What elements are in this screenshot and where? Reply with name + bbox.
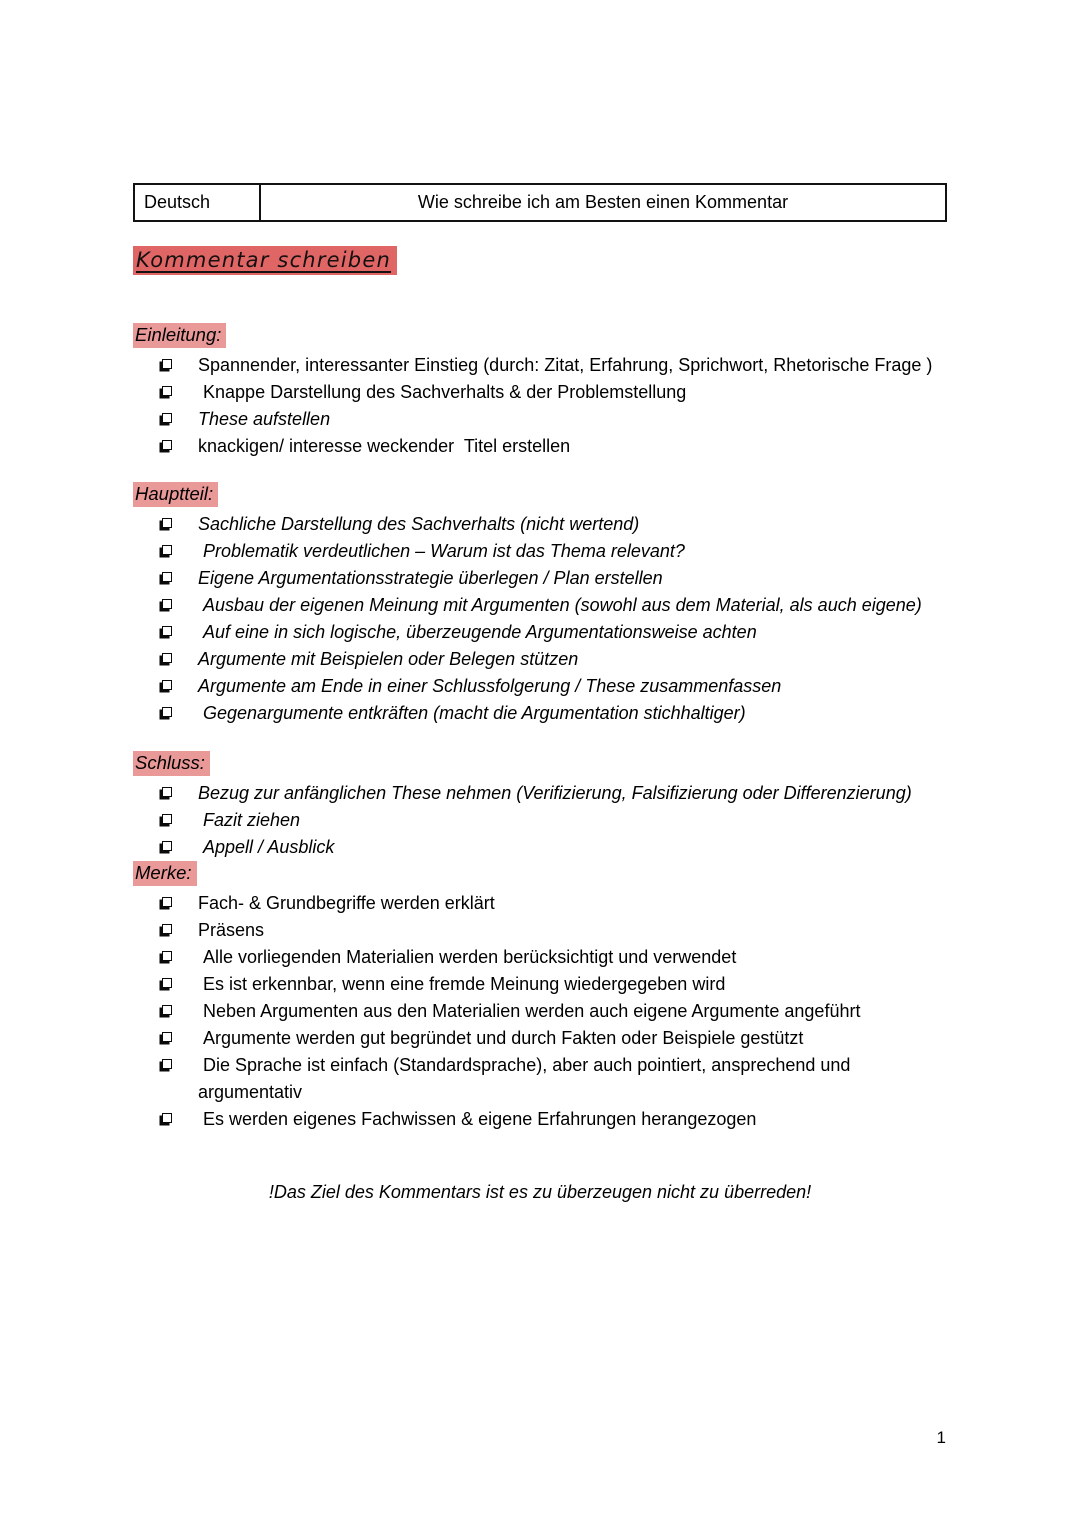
checkbox-icon xyxy=(162,1032,172,1042)
checkbox-icon xyxy=(162,707,172,717)
checklist-item-text: Sachliche Darstellung des Sachverhalts (nicht wertend) xyxy=(198,514,640,534)
checkbox-icon xyxy=(162,680,172,690)
checkbox-icon xyxy=(162,978,172,988)
section-heading-row xyxy=(133,323,947,348)
section-heading-row xyxy=(133,482,947,507)
checklist xyxy=(133,352,947,460)
checkbox-icon xyxy=(162,518,172,528)
checklist xyxy=(133,511,947,727)
checklist-item xyxy=(133,1025,947,1052)
checklist-item-text: Gegenargumente entkräften (macht die Argumentation stichhaltiger) xyxy=(198,703,746,723)
checkbox-icon xyxy=(162,413,172,423)
section-merke xyxy=(133,861,947,1133)
checklist-item xyxy=(133,538,947,565)
checklist-item-text: Fach- & Grundbegriffe werden erklärt xyxy=(198,893,495,913)
header-table-row xyxy=(134,184,946,221)
checkbox-icon xyxy=(162,897,172,907)
checklist-item xyxy=(133,700,947,727)
checklist-item xyxy=(133,998,947,1025)
section-heading-row xyxy=(133,751,947,776)
checklist-item xyxy=(133,971,947,998)
page-title: Kommentar schreiben xyxy=(133,246,397,275)
checklist-item-text: Neben Argumenten aus den Materialien werden auch eigene Argumente angeführt xyxy=(198,1001,861,1021)
checklist-item-text: Die Sprache ist einfach (Standardsprache), aber auch pointiert, ansprechend und argumentativ xyxy=(198,1055,856,1102)
checklist-item-text: Fazit ziehen xyxy=(198,810,301,830)
checklist-item xyxy=(133,379,947,406)
header-title-cell: Wie schreibe ich am Besten einen Kommentar xyxy=(260,184,946,221)
checklist-item xyxy=(133,619,947,646)
checklist-item-text: Argumente am Ende in einer Schlussfolgerung / These zusammenfassen xyxy=(198,676,782,696)
checklist-item-text: Präsens xyxy=(198,920,265,940)
checkbox-icon xyxy=(162,1005,172,1015)
checklist-item xyxy=(133,944,947,971)
checkbox-icon xyxy=(162,924,172,934)
checklist-item-text: Eigene Argumentationsstrategie überlegen / Plan erstellen xyxy=(198,568,663,588)
checkbox-icon xyxy=(162,599,172,609)
checklist-item xyxy=(133,890,947,917)
section-heading: Schluss: xyxy=(133,751,210,776)
section-heading-row xyxy=(133,861,947,886)
checkbox-icon xyxy=(162,653,172,663)
checklist-item-text: knackigen/ interesse weckender Titel erstellen xyxy=(198,436,571,456)
checklist-item-text: Es ist erkennbar, wenn eine fremde Meinung wiedergegeben wird xyxy=(198,974,726,994)
checklist-item xyxy=(133,1106,947,1133)
header-table xyxy=(133,183,947,222)
checklist-item xyxy=(133,1052,947,1106)
checklist-item-text: Knappe Darstellung des Sachverhalts & der Problemstellung xyxy=(198,382,687,402)
checkbox-icon xyxy=(162,1059,172,1069)
checklist-item xyxy=(133,406,947,433)
checkbox-icon xyxy=(162,440,172,450)
section-hauptteil xyxy=(133,482,947,727)
section-einleitung xyxy=(133,323,947,460)
checklist-item xyxy=(133,917,947,944)
checklist-item-text: Argumente mit Beispielen oder Belegen stützen xyxy=(198,649,579,669)
checklist-item xyxy=(133,834,947,861)
page-number: 1 xyxy=(936,1428,946,1447)
checklist-item-text: Alle vorliegenden Materialien werden berücksichtigt und verwendet xyxy=(198,947,737,967)
checklist-item xyxy=(133,511,947,538)
checkbox-icon xyxy=(162,386,172,396)
checklist-item-text: Bezug zur anfänglichen These nehmen (Verifizierung, Falsifizierung oder Differenzierung) xyxy=(198,783,912,803)
checklist-item xyxy=(133,433,947,460)
checklist xyxy=(133,890,947,1133)
header-subject-cell: Deutsch xyxy=(134,184,260,221)
checklist-item xyxy=(133,780,947,807)
checklist-item-text: These aufstellen xyxy=(198,409,331,429)
checklist-item-text: Argumente werden gut begründet und durch Fakten oder Beispiele gestützt xyxy=(198,1028,804,1048)
checklist-item-text: Spannender, interessanter Einstieg (durch: Zitat, Erfahrung, Sprichwort, Rhetorische Frage ) xyxy=(198,355,933,375)
checklist-item xyxy=(133,592,947,619)
footer-note: !Das Ziel des Kommentars ist es zu überzeugen nicht zu überreden! xyxy=(268,1182,812,1202)
document-content xyxy=(133,183,947,1203)
checklist-item-text: Auf eine in sich logische, überzeugende Argumentationsweise achten xyxy=(198,622,757,642)
checkbox-icon xyxy=(162,1113,172,1123)
checklist-item-text: Appell / Ausblick xyxy=(198,837,335,857)
checklist-item xyxy=(133,352,947,379)
section-heading: Hauptteil: xyxy=(133,482,218,507)
checkbox-icon xyxy=(162,359,172,369)
checklist-item xyxy=(133,565,947,592)
checklist-item-text: Es werden eigenes Fachwissen & eigene Erfahrungen herangezogen xyxy=(198,1109,757,1129)
checkbox-icon xyxy=(162,572,172,582)
checkbox-icon xyxy=(162,841,172,851)
checklist-item-text: Problematik verdeutlichen – Warum ist das Thema relevant? xyxy=(198,541,685,561)
checklist-item xyxy=(133,807,947,834)
checkbox-icon xyxy=(162,951,172,961)
checklist-item xyxy=(133,673,947,700)
section-heading: Einleitung: xyxy=(133,323,226,348)
section-schluss xyxy=(133,751,947,861)
checklist-item-text: Ausbau der eigenen Meinung mit Argumenten (sowohl aus dem Material, als auch eigene) xyxy=(198,595,922,615)
doc-title-row xyxy=(133,246,947,275)
checklist-item xyxy=(133,646,947,673)
checklist xyxy=(133,780,947,861)
checkbox-icon xyxy=(162,814,172,824)
section-heading: Merke: xyxy=(133,861,197,886)
checkbox-icon xyxy=(162,626,172,636)
checkbox-icon xyxy=(162,545,172,555)
checkbox-icon xyxy=(162,787,172,797)
